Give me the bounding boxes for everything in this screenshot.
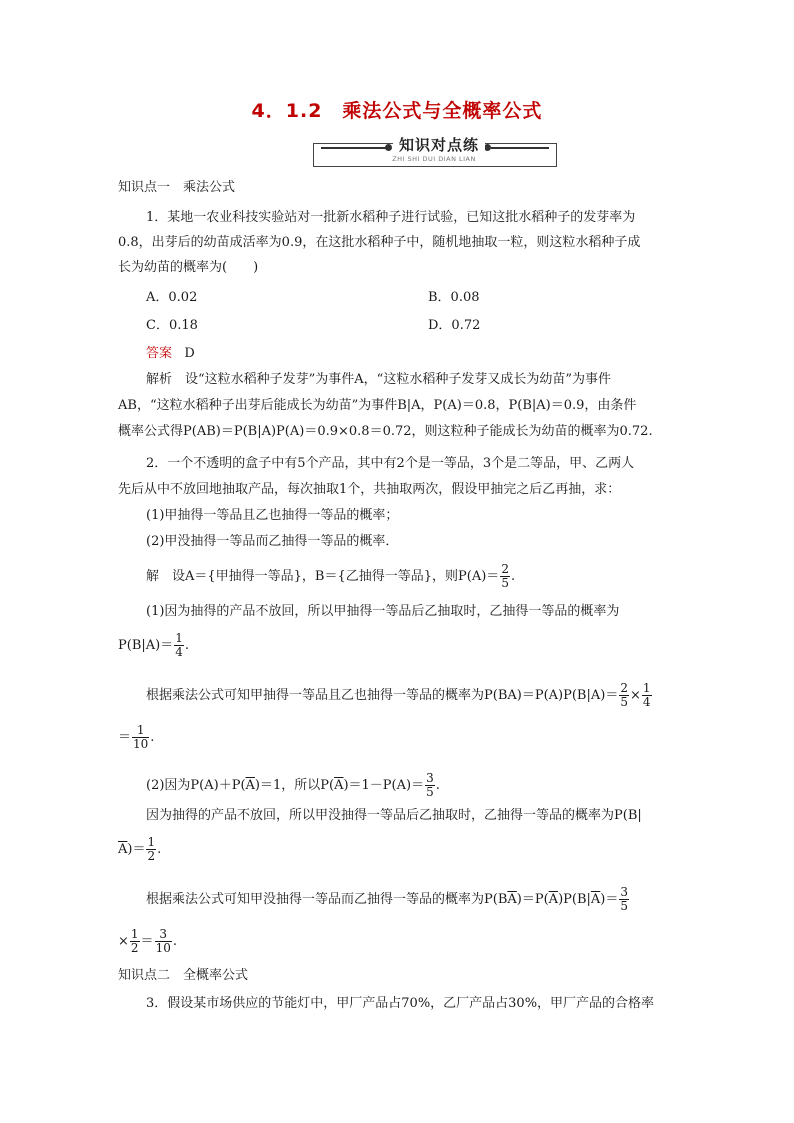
fraction-1-10: $\frac{1}{10}$ [133, 723, 149, 751]
q1-option-a: A．0.02 [146, 290, 198, 305]
times-sign: × [118, 934, 129, 949]
a-complement: $\overline{A}$ [118, 842, 128, 857]
q2-solution-intro [146, 563, 515, 590]
banner-title: 知识对点练 [393, 134, 485, 155]
fraction-2-5: $\frac{2}{5}$ [501, 562, 509, 590]
q2-solution-1-line-d [118, 724, 154, 751]
q1-text-line-3: 长为幼苗的概率为( ) [118, 260, 259, 275]
formula-text: )＝1－P(A)＝ [343, 778, 425, 793]
q3-text-line-1: 3．假设某市场供应的节能灯中，甲厂产品占70%，乙厂产品占30%，甲厂产品的合格率 [146, 996, 655, 1011]
section-heading-2: 知识点二 全概率公式 [118, 968, 249, 983]
fraction-3-5: $\frac{3}{5}$ [620, 885, 628, 913]
answer-value: D [184, 346, 195, 361]
a-complement: $\overline{A}$ [334, 778, 344, 793]
q1-explanation-line-2: AB，“这粒水稻种子出芽后能成长为幼苗”为事件B|A，P(A)＝0.8，P(B|A)＝0.9，由条件 [118, 398, 637, 413]
fraction-2-5: $\frac{2}{5}$ [620, 681, 628, 709]
q2-part-1: (1)甲抽得一等品且乙也抽得一等品的概率； [146, 508, 399, 523]
answer-label: 答案 [146, 346, 173, 361]
q1-option-c: C．0.18 [146, 318, 198, 333]
formula-text: )＝ [600, 892, 619, 907]
q2-solution-1-line-a: (1)因为抽得的产品不放回，所以甲抽得一等品后乙抽取时，乙抽得一等品的概率为 [146, 604, 620, 619]
banner-subtitle: ZHI SHI DUI DIAN LIAN [392, 155, 476, 163]
q2-solution-2-line-a [146, 772, 440, 799]
a-complement: $\overline{A}$ [590, 892, 601, 907]
q2-solution-2-line-b: 因为抽得的产品不放回，所以甲没抽得一等品后乙抽取时，乙抽得一等品的概率为P(B| [146, 808, 642, 823]
q2-solution-1-line-b [118, 632, 189, 659]
formula-text: )＝ [127, 842, 146, 857]
q1-answer [146, 346, 195, 362]
times-sign: × [629, 688, 641, 703]
period: . [172, 934, 177, 949]
fraction-1-2: $\frac{1}{2}$ [130, 927, 139, 955]
q1-text-line-2: 0.8，出芽后的幼苗成活率为0.9，在这批水稻种子中，随机地抽取一粒，则这粒水稻种子成 [118, 235, 641, 250]
banner-rule-right [491, 147, 549, 149]
banner-dot-left [385, 144, 392, 151]
section-heading-1: 知识点一 乘法公式 [118, 180, 236, 195]
section-banner [313, 134, 557, 168]
period: . [184, 638, 189, 653]
q1-option-d: D．0.72 [428, 318, 481, 333]
q1-text-line-1: 1．某地一农业科技实验站对一批新水稻种子进行试验，已知这批水稻种子的发芽率为 [146, 210, 636, 225]
a-complement: $\overline{A}$ [245, 778, 255, 793]
q2-solution-2-line-e [118, 928, 177, 955]
fraction-3-10: $\frac{3}{10}$ [155, 927, 171, 955]
equals-sign: ＝ [140, 934, 154, 949]
formula-text: (2)因为P(A)＋P( [146, 778, 246, 793]
solution-text: 解 设A＝{甲抽得一等品}，B＝{乙抽得一等品}，则P(A)＝ [146, 569, 500, 584]
period: . [510, 569, 516, 584]
fraction-1-4: $\frac{1}{4}$ [175, 631, 183, 659]
equals-sign: ＝ [118, 730, 132, 745]
q1-option-b: B．0.08 [428, 290, 480, 305]
a-complement: $\overline{A}$ [507, 892, 517, 907]
fraction-1-2: $\frac{1}{2}$ [147, 835, 156, 863]
formula-text: )＝1，所以P( [254, 778, 335, 793]
q2-text-line-1: 2．一个不透明的盒子中有5个产品，其中有2个是一等品，3个是二等品，甲、乙两人 [146, 456, 635, 471]
fraction-3-5: $\frac{3}{5}$ [426, 771, 434, 799]
fraction-1-4: $\frac{1}{4}$ [642, 681, 651, 709]
q2-solution-1-line-c [146, 682, 653, 709]
q2-solution-2-line-d [146, 886, 630, 913]
banner-rule-left [321, 147, 389, 149]
q1-explanation-line-3: 概率公式得P(AB)＝P(B|A)P(A)＝0.9×0.8＝0.72，则这粒种子能成长为幼苗的概率为0.72. [118, 424, 653, 439]
a-complement: $\overline{A}$ [548, 892, 559, 907]
period: . [157, 842, 162, 857]
formula-text: 根据乘法公式可知甲抽得一等品且乙也抽得一等品的概率为P(BA)＝P(A)P(B|A)＝ [146, 688, 619, 703]
q2-part-2: (2)甲没抽得一等品而乙抽得一等品的概率． [146, 534, 399, 549]
formula-text: 根据乘法公式可知甲没抽得一等品而乙抽得一等品的概率为P(B [146, 892, 508, 907]
period: . [150, 730, 155, 745]
period: . [435, 778, 440, 793]
banner-dot-right [484, 144, 491, 151]
formula-text: )＝P( [516, 892, 549, 907]
q2-solution-2-line-c [118, 836, 161, 863]
formula-text: )P(B| [558, 892, 591, 907]
formula-text: P(B|A)＝ [118, 638, 174, 653]
page-title: 4．1.2 乘法公式与全概率公式 [251, 100, 543, 122]
q2-text-line-2: 先后从中不放回地抽取产品，每次抽取1个，共抽取两次，假设甲抽完之后乙再抽，求： [118, 482, 621, 497]
q1-explanation-line-1: 解析 设“这粒水稻种子发芽”为事件A，“这粒水稻种子发芽又成长为幼苗”为事件 [146, 372, 611, 387]
